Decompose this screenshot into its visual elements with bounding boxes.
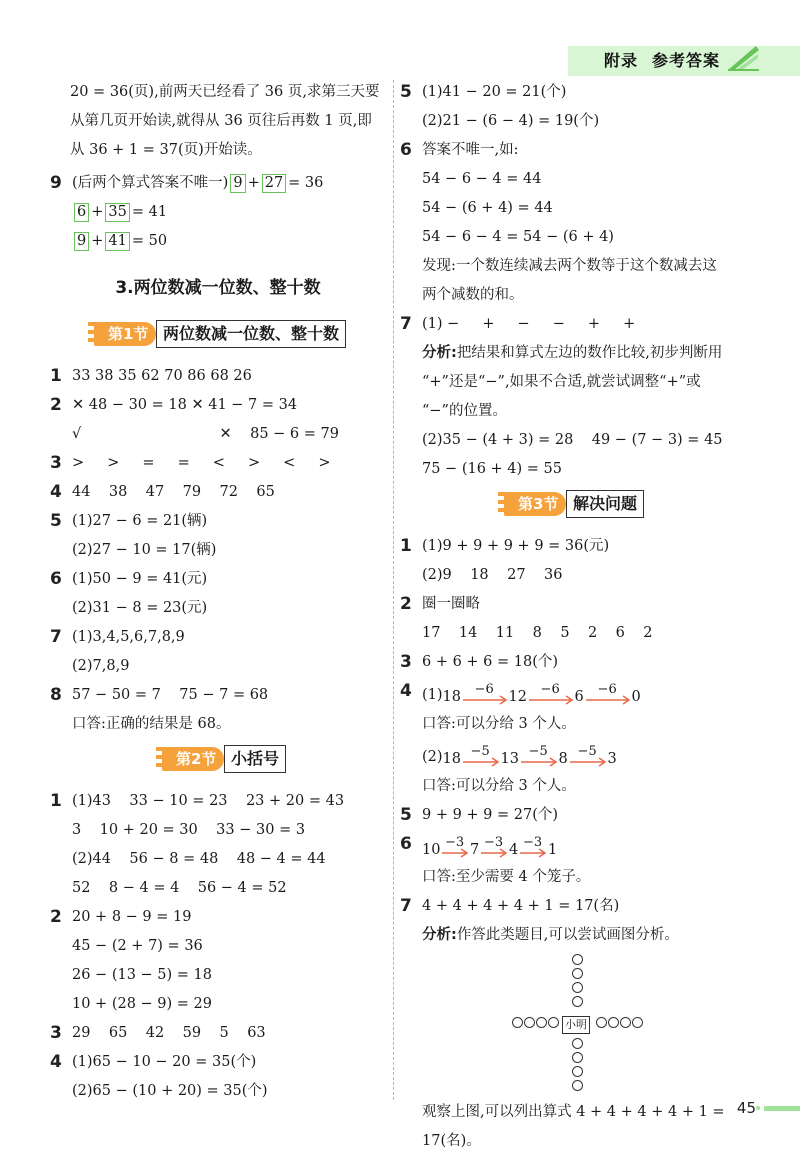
person-circle-icon — [524, 1017, 535, 1028]
column-divider — [393, 80, 394, 1100]
chain-number: 12 — [508, 689, 527, 705]
person-circle-icon — [548, 1017, 559, 1028]
question-number: 5 — [400, 805, 412, 825]
answer-text: > > = = < > < > — [72, 455, 331, 471]
answer-text: (1)27 − 6 = 21(辆) — [72, 513, 208, 529]
section-1-heading — [50, 318, 386, 352]
answer-c6-row2: 54 − 6 − 4 = 44 — [422, 171, 542, 187]
answer-c6-row6: 两个减数的和。 — [422, 287, 524, 303]
arrow-operation-label: −3 — [484, 835, 504, 850]
page-number: 45 — [736, 1099, 756, 1117]
arrow-icon — [529, 695, 573, 705]
question-number: 4 — [50, 1052, 62, 1072]
answer-c7 — [400, 310, 745, 339]
footer-bar — [764, 1106, 800, 1111]
answer-text: (1)43 33 − 10 = 23 23 + 20 = 43 — [72, 793, 345, 809]
answer-c7-row4: “−”的位置。 — [422, 403, 507, 419]
plus-sign: + — [247, 175, 260, 191]
continued-text-line: 20 = 36(页),前两天已经看了 36 页,求第三天要 — [70, 84, 380, 100]
answer-9 — [50, 169, 386, 198]
part-label: (2) — [422, 749, 443, 765]
footer-dot — [756, 1106, 760, 1110]
answer-text: (1)65 − 10 − 20 = 35(个) — [72, 1054, 257, 1070]
person-circle-icon — [572, 996, 583, 1007]
answer-text: 44 38 47 79 72 65 — [72, 484, 275, 500]
analysis-label: 分析: — [422, 345, 457, 361]
answer-text: 6 + 6 + 6 = 18(个) — [422, 654, 559, 670]
person-circle-icon — [572, 1066, 583, 1077]
answer-b1 — [50, 787, 386, 816]
person-circle-icon — [572, 1080, 583, 1091]
answer-b1-row4: 52 8 − 4 = 4 56 − 4 = 52 — [72, 880, 287, 896]
chain-number: 10 — [422, 842, 441, 858]
section-title: 小括号 — [224, 745, 286, 773]
chapter-title: 3.两位数减一位数、整十数 — [115, 278, 321, 298]
answer-text: 把结果和算式左边的数作比较,初步判断用 — [456, 345, 723, 361]
answer-6-row2: (2)31 − 8 = 23(元) — [72, 600, 208, 616]
question-number: 1 — [50, 366, 62, 386]
header-answers: 参考答案 — [651, 51, 720, 70]
analysis-label: 分析: — [422, 927, 457, 943]
question-number: 9 — [50, 173, 62, 193]
arrow-operation-label: −5 — [528, 744, 548, 759]
answer-text: 4 + 4 + 4 + 4 + 1 = 17(名) — [422, 898, 620, 914]
answer-text: 29 65 42 59 5 63 — [72, 1025, 266, 1041]
answer-box: 27 — [262, 174, 286, 193]
arrow-icon — [481, 848, 507, 858]
answer-d3 — [400, 648, 745, 677]
subtraction-chain-2 — [443, 739, 619, 768]
answer-c5 — [400, 78, 745, 107]
question-number: 6 — [400, 834, 412, 854]
section-badge: 第1节 — [94, 322, 156, 346]
answer-box: 41 — [105, 232, 129, 251]
answer-d2-row2: 17 14 11 8 5 2 6 2 — [422, 625, 653, 641]
answer-text: 作答此类题目,可以尝试画图分析。 — [456, 927, 679, 943]
answer-c7-row6: 75 − (16 + 4) = 55 — [422, 461, 562, 477]
question-number: 7 — [400, 314, 412, 334]
question-number: 4 — [50, 482, 62, 502]
person-circle-icon — [608, 1017, 619, 1028]
person-circle-icon — [596, 1017, 607, 1028]
plus-sign: + — [91, 204, 104, 220]
answer-7-row2: (2)7,8,9 — [72, 658, 130, 674]
question-number: 2 — [400, 594, 412, 614]
section-badge: 第3节 — [504, 492, 566, 516]
answer-d7-row3: 观察上图,可以列出算式 4 + 4 + 4 + 4 + 1 = — [422, 1104, 725, 1120]
equation-result: = 36 — [288, 175, 324, 191]
page-header — [0, 0, 800, 82]
answer-b2-row2: 45 − (2 + 7) = 36 — [72, 938, 203, 954]
continued-text-line: 从第几页开始读,就得从 36 页往后再数 1 页,即 — [70, 113, 372, 129]
answer-d4-reply1: 口答:可以分给 3 个人。 — [422, 716, 576, 732]
question-number: 2 — [50, 395, 62, 415]
chain-number: 13 — [500, 751, 519, 767]
answer-text: (1)50 − 9 = 41(元) — [72, 571, 208, 587]
right-column — [400, 78, 745, 1156]
answer-text: 圈一圈略 — [422, 596, 480, 612]
answer-text: 20 + 8 − 9 = 19 — [72, 909, 192, 925]
chain-number: 3 — [607, 751, 617, 767]
section-title: 两位数减一位数、整十数 — [156, 320, 346, 348]
chain-number: 0 — [631, 689, 641, 705]
answer-box: 6 — [74, 203, 89, 222]
question-number: 3 — [50, 453, 62, 473]
person-circle-icon — [572, 1052, 583, 1063]
arrow-icon — [463, 695, 507, 705]
arrow-icon — [520, 848, 546, 858]
arrow-operation-label: −3 — [523, 835, 543, 850]
answer-2 — [50, 391, 386, 420]
question-number: 7 — [50, 627, 62, 647]
answer-b1-row3: (2)44 56 − 8 = 48 48 − 4 = 44 — [72, 851, 326, 867]
section-title: 解决问题 — [566, 490, 644, 518]
section-2-heading — [50, 743, 386, 777]
answer-3 — [50, 449, 386, 478]
answer-d6 — [400, 830, 745, 863]
chain-number: 8 — [558, 751, 568, 767]
answer-9-row3 — [50, 227, 386, 256]
answer-text: (1)41 − 20 = 21(个) — [422, 84, 567, 100]
answer-d7 — [400, 892, 745, 921]
question-number: 1 — [50, 791, 62, 811]
chain-number: 1 — [548, 842, 558, 858]
question-number: 5 — [400, 82, 412, 102]
answer-9-row2 — [50, 198, 386, 227]
answer-text: 9 + 9 + 9 = 27(个) — [422, 807, 559, 823]
header-title — [590, 48, 720, 71]
question-number: 8 — [50, 685, 62, 705]
answer-d1 — [400, 532, 745, 561]
answer-box: 9 — [230, 174, 245, 193]
arrow-icon — [570, 757, 606, 767]
plus-sign: + — [91, 233, 104, 249]
arrow-icon — [586, 695, 630, 705]
header-appendix: 附录 — [603, 51, 638, 70]
chain-number: 6 — [574, 689, 584, 705]
answer-c6 — [400, 136, 745, 165]
answer-b2-row4: 10 + (28 − 9) = 29 — [72, 996, 212, 1012]
answer-d7-analysis — [400, 921, 745, 950]
answer-text: (1)3,4,5,6,7,8,9 — [72, 629, 185, 645]
answer-8-row2: 口答:正确的结果是 68。 — [72, 716, 231, 732]
arrow-icon — [442, 848, 468, 858]
answer-text: 57 − 50 = 7 75 − 7 = 68 — [72, 687, 269, 703]
answer-b1-row2: 3 10 + 20 = 30 33 − 30 = 3 — [72, 822, 306, 838]
answer-c6-row5: 发现:一个数连续减去两个数等于这个数减去这 — [422, 258, 717, 274]
arrow-operation-label: −6 — [540, 682, 560, 697]
question-number: 4 — [400, 681, 412, 701]
answer-6 — [50, 565, 386, 594]
arrow-operation-label: −5 — [470, 744, 490, 759]
answer-box: 9 — [74, 232, 89, 251]
answer-text: (1) − + − − + + — [422, 316, 636, 332]
arrow-icon — [463, 757, 499, 767]
arrow-operation-label: −3 — [445, 835, 465, 850]
question-number: 6 — [50, 569, 62, 589]
question-number: 3 — [50, 1023, 62, 1043]
continued-text-line: 从 36 + 1 = 37(页)开始读。 — [70, 142, 262, 158]
subtraction-chain-3 — [422, 830, 559, 859]
section-3-heading — [400, 488, 745, 522]
part-label: (1) — [422, 687, 443, 703]
answer-d2 — [400, 590, 745, 619]
answer-c7-row5: (2)35 − (4 + 3) = 28 49 − (7 − 3) = 45 — [422, 432, 723, 448]
question-number: 1 — [400, 536, 412, 556]
answer-d4-row3 — [400, 739, 745, 772]
subtraction-chain-1 — [443, 677, 643, 706]
person-circle-icon — [572, 1038, 583, 1049]
arrow-operation-label: −6 — [597, 682, 617, 697]
chain-number: 18 — [442, 689, 461, 705]
person-circle-icon — [512, 1017, 523, 1028]
arrow-icon — [521, 757, 557, 767]
answer-4 — [50, 478, 386, 507]
question-number: 7 — [400, 896, 412, 916]
xiaoming-box: 小明 — [562, 1016, 590, 1034]
answer-b4 — [50, 1048, 386, 1077]
chain-number: 4 — [509, 842, 519, 858]
answer-b2 — [50, 903, 386, 932]
answer-1 — [50, 362, 386, 391]
answer-text: 答案不唯一,如: — [422, 142, 519, 158]
equation-result: = 50 — [131, 233, 168, 249]
person-circle-icon — [572, 954, 583, 965]
person-circle-icon — [572, 968, 583, 979]
person-circle-icon — [572, 982, 583, 993]
equation-result: = 41 — [131, 204, 168, 220]
pencil-logo-icon — [726, 42, 760, 72]
question-number: 5 — [50, 511, 62, 531]
answer-c5-row2: (2)21 − (6 − 4) = 19(个) — [422, 113, 600, 129]
question-number: 6 — [400, 140, 412, 160]
queue-diagram — [400, 950, 745, 1098]
chain-number: 18 — [442, 751, 461, 767]
answer-text: 33 38 35 62 70 86 68 26 — [72, 368, 252, 384]
section-badge: 第2节 — [162, 747, 224, 771]
answer-text: (1)9 + 9 + 9 + 9 = 36(元) — [422, 538, 610, 554]
answer-5-row2: (2)27 − 10 = 17(辆) — [72, 542, 217, 558]
answer-c7-row3: “+”还是“−”,如果不合适,就尝试调整“+”或 — [422, 374, 701, 390]
person-circle-icon — [632, 1017, 643, 1028]
chain-number: 7 — [470, 842, 480, 858]
answer-d4-reply2: 口答:可以分给 3 个人。 — [422, 778, 576, 794]
answer-b2-row3: 26 − (13 − 5) = 18 — [72, 967, 212, 983]
answer-text: ✕ 48 − 30 = 18 ✕ 41 − 7 = 34 — [72, 397, 298, 413]
answer-d4 — [400, 677, 745, 710]
question-number: 3 — [400, 652, 412, 672]
answer-box: 35 — [105, 203, 129, 222]
answer-5 — [50, 507, 386, 536]
answer-8 — [50, 681, 386, 710]
answer-c7-analysis — [400, 339, 745, 368]
answer-c6-row3: 54 − (6 + 4) = 44 — [422, 200, 553, 216]
person-circle-icon — [536, 1017, 547, 1028]
answer-d6-reply: 口答:至少需要 4 个笼子。 — [422, 869, 591, 885]
left-column — [50, 78, 386, 1106]
question-number: 2 — [50, 907, 62, 927]
person-circle-icon — [620, 1017, 631, 1028]
answer-2-row2: √ ✕ 85 − 6 = 79 — [72, 426, 339, 442]
answer-c6-row4: 54 − 6 − 4 = 54 − (6 + 4) — [422, 229, 614, 245]
answer-d1-row2: (2)9 18 27 36 — [422, 567, 563, 583]
answer-b4-row2: (2)65 − (10 + 20) = 35(个) — [72, 1083, 268, 1099]
arrow-operation-label: −6 — [474, 682, 494, 697]
answer-note: (后两个算式答案不唯一) — [72, 175, 229, 191]
answer-b3 — [50, 1019, 386, 1048]
answer-7 — [50, 623, 386, 652]
answer-d7-row4: 17(名)。 — [422, 1133, 481, 1149]
arrow-operation-label: −5 — [577, 744, 597, 759]
